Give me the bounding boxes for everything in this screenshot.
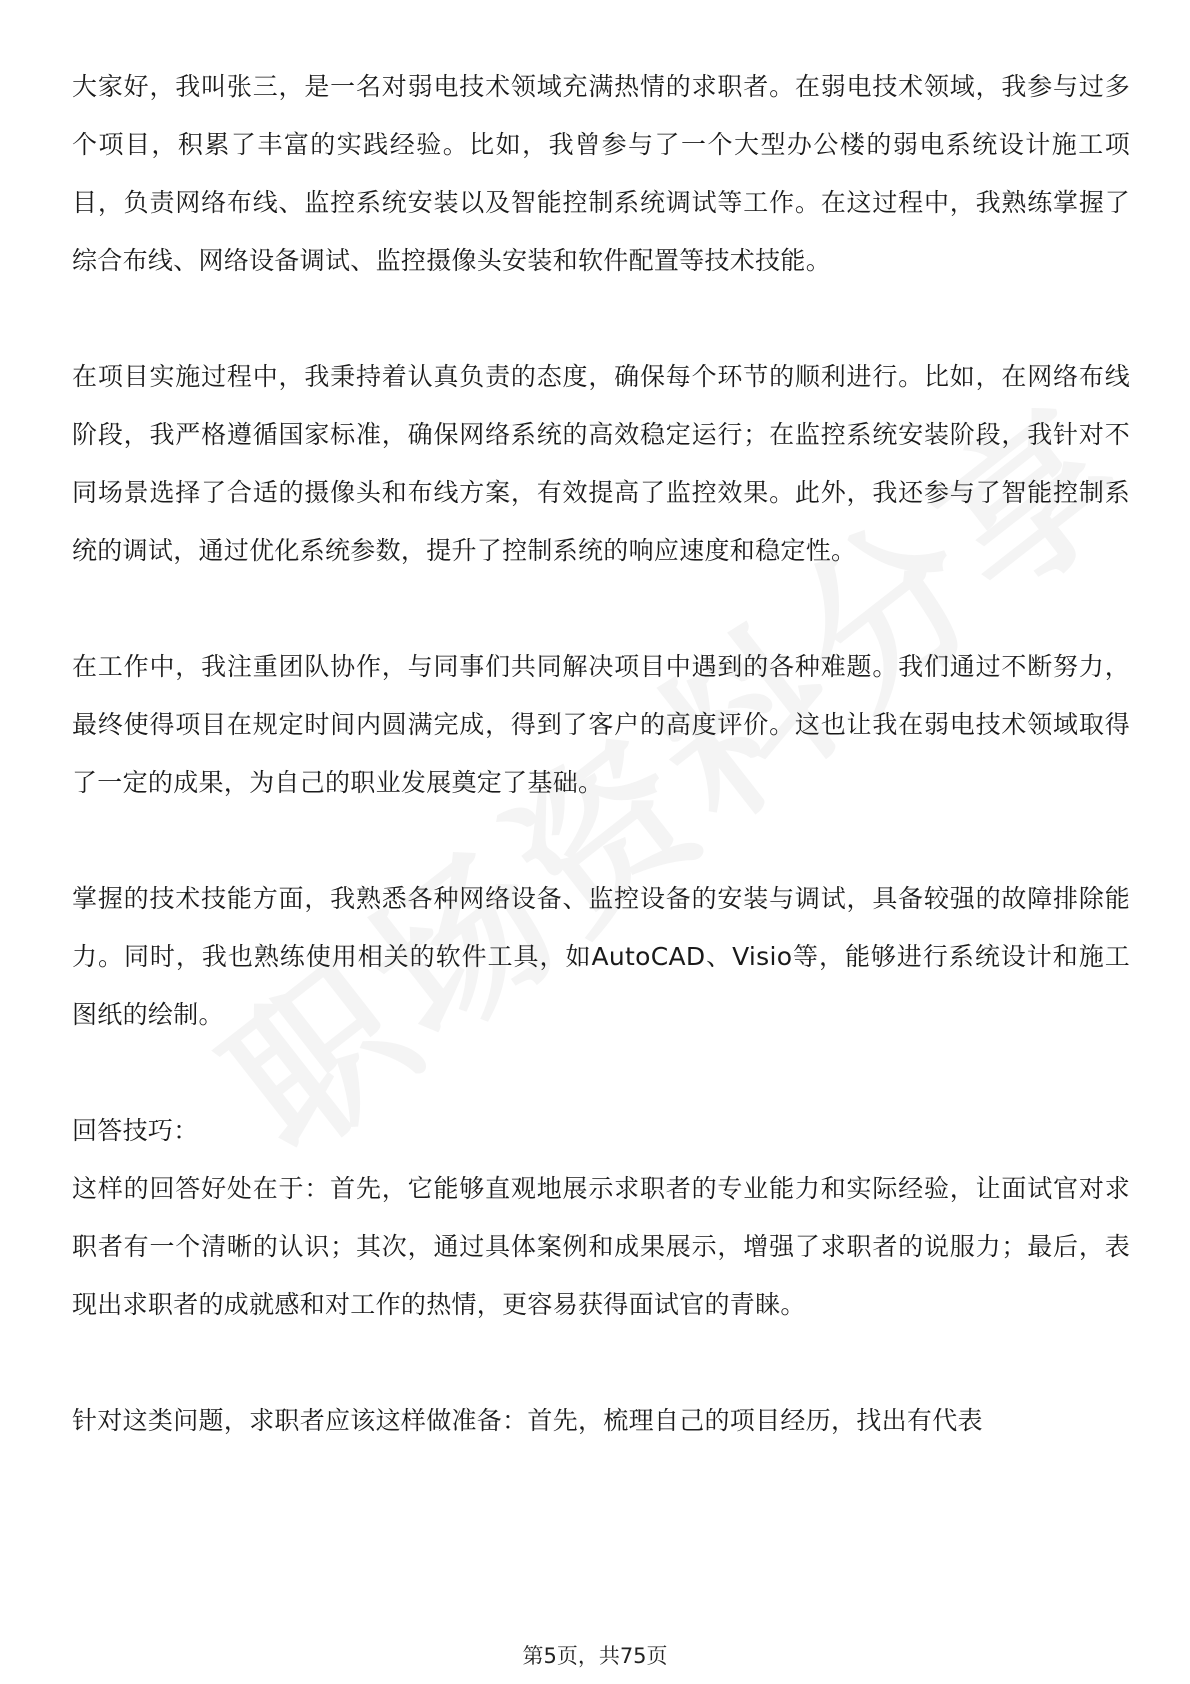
paragraph-implementation: 在项目实施过程中，我秉持着认真负责的态度，确保每个环节的顺利进行。比如，在网络布线阶段，我严格遵循国家标准，确保网络系统的高效稳定运行；在监控系统安装阶段，我针对不同场景选择了合适的摄像头和布线方案，有效提高了监控效果。此外，我还参与了智能控制系统的调试，通过优化系统参数，提升了控制系统的响应速度和稳定性。 <box>72 362 1130 565</box>
tips-body: 这样的回答好处在于：首先，它能够直观地展示求职者的专业能力和实际经验，让面试官对求职者有一个清晰的认识；其次，通过具体案例和成果展示，增强了求职者的说服力；最后，表现出求职者的成就感和对工作的热情，更容易获得面试官的青睐。 <box>72 1174 1130 1319</box>
tips-heading: 回答技巧： <box>72 1116 199 1145</box>
paragraph-teamwork: 在工作中，我注重团队协作，与同事们共同解决项目中遇到的各种难题。我们通过不断努力，最终使得项目在规定时间内圆满完成，得到了客户的高度评价。这也让我在弱电技术领域取得了一定的成果，为自己的职业发展奠定了基础。 <box>72 652 1130 797</box>
paragraph-gap <box>72 290 1130 348</box>
paragraph-skills: 掌握的技术技能方面，我熟悉各种网络设备、监控设备的安装与调试，具备较强的故障排除能力。同时，我也熟练使用相关的软件工具，如AutoCAD、Visio等，能够进行系统设计和施工图纸的绘制。 <box>72 884 1130 1029</box>
page-number: 第5页，共75页 <box>522 1644 668 1668</box>
paragraph-preparation: 针对这类问题，求职者应该这样做准备：首先，梳理自己的项目经历，找出有代表 <box>72 1406 983 1435</box>
paragraph-gap <box>72 580 1130 638</box>
paragraph-gap <box>72 1334 1130 1392</box>
paragraph-gap <box>72 812 1130 870</box>
paragraph-intro: 大家好，我叫张三，是一名对弱电技术领域充满热情的求职者。在弱电技术领域，我参与过多个项目，积累了丰富的实践经验。比如，我曾参与了一个大型办公楼的弱电系统设计施工项目，负责网络布线、监控系统安装以及智能控制系统调试等工作。在这过程中，我熟练掌握了综合布线、网络设备调试、监控摄像头安装和软件配置等技术技能。 <box>72 72 1130 275</box>
page-content <box>72 58 1130 1450</box>
paragraph-gap <box>72 1044 1130 1102</box>
